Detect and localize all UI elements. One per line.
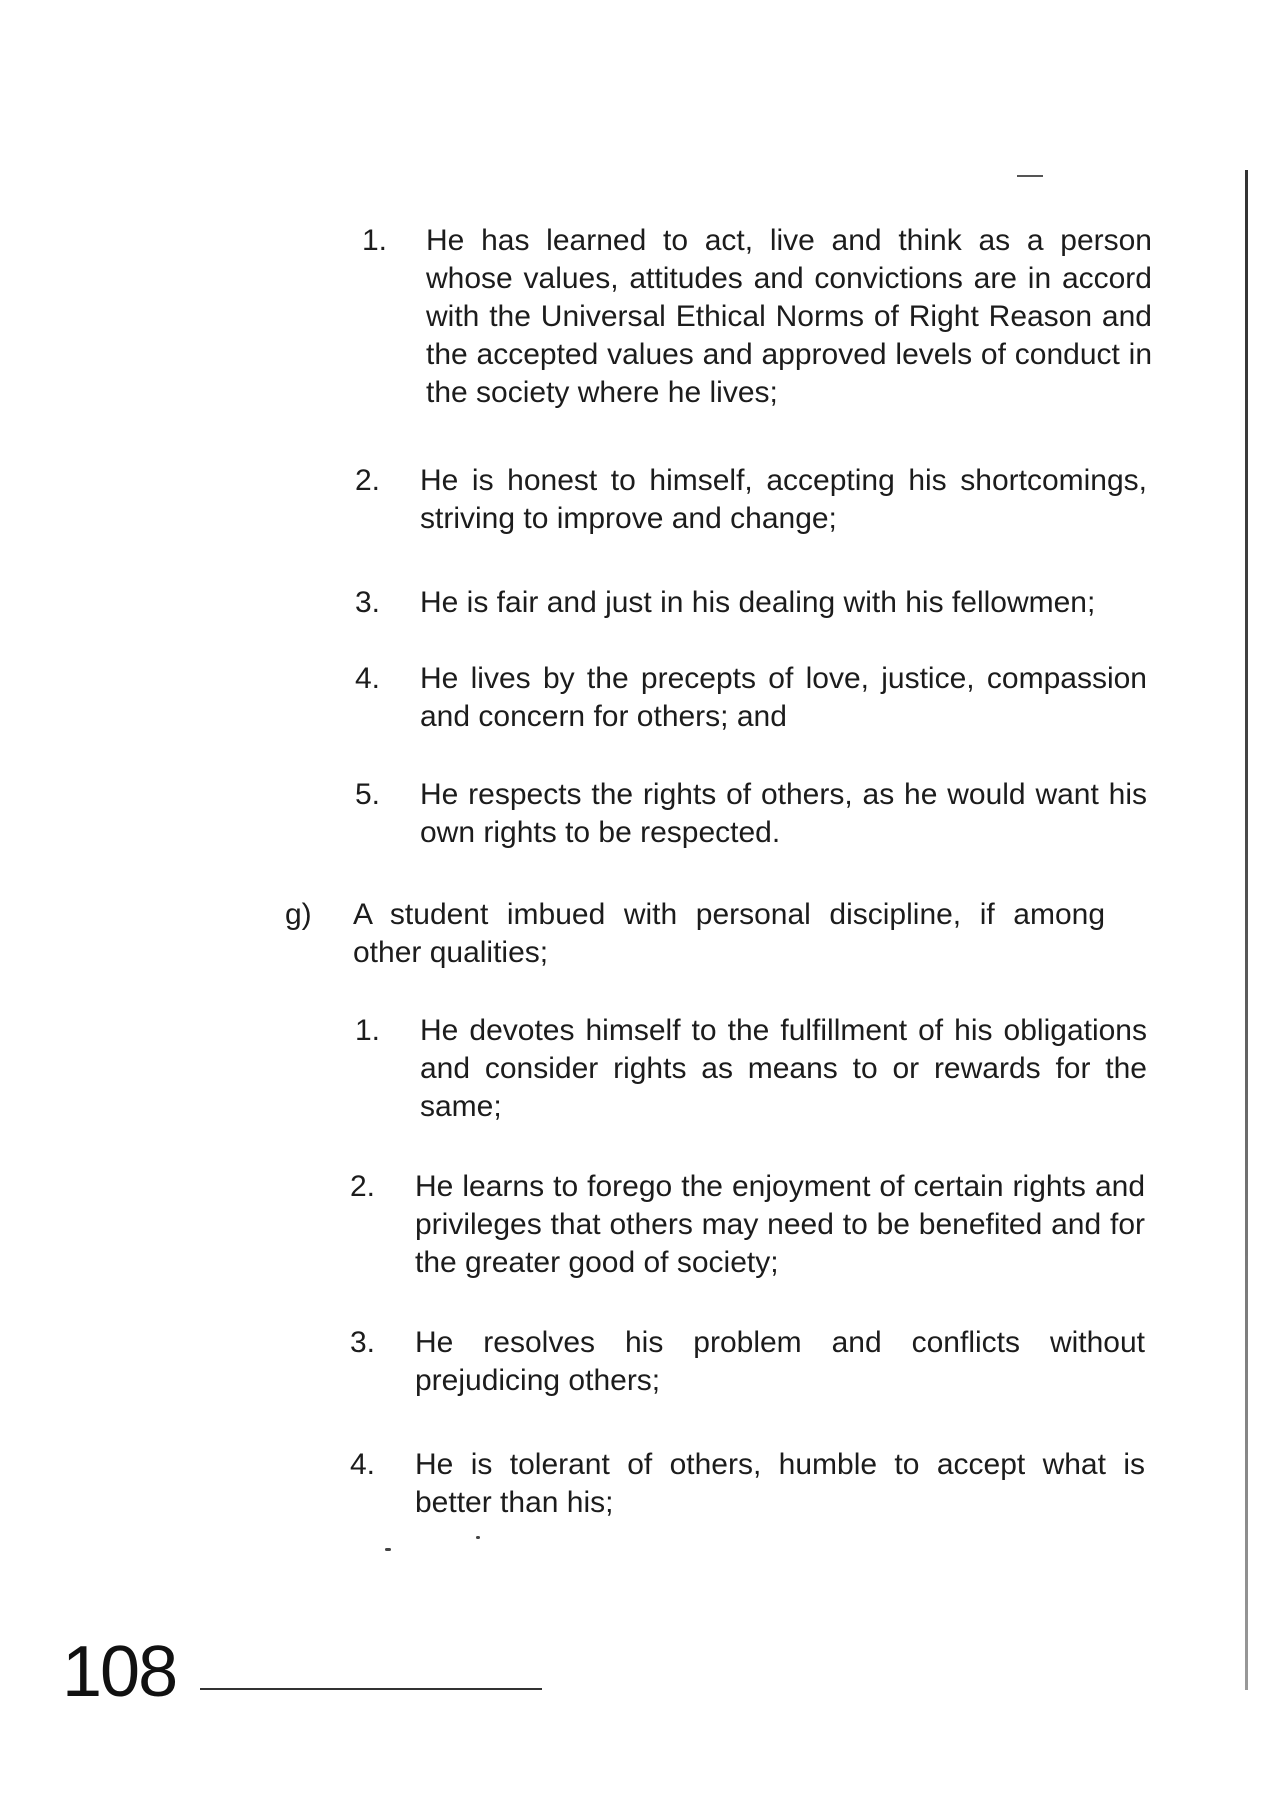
- list-item-text: He has learned to act, live and think as a person whose values, attitudes and convictions are in accord with the Universal Ethical Norms of Right Reason and the accepted values and approved levels of conduct in the society where he lives;: [426, 224, 1152, 409]
- list-item-number: 1.: [355, 1014, 381, 1047]
- list-item-number: 5.: [355, 778, 381, 811]
- section-label: g): [285, 898, 312, 931]
- footer-rule: [200, 1688, 542, 1690]
- scan-mark-dash: [1017, 175, 1043, 177]
- list-item-text: He is honest to himself, accepting his shortcomings, striving to improve and change;: [420, 464, 1147, 535]
- list-item-text: He learns to forego the enjoyment of certain rights and privileges that others may need to be benefited and for the greater good of society;: [415, 1170, 1145, 1279]
- list-item-text: He is fair and just in his dealing with his fellowmen;: [420, 586, 1096, 619]
- list-item: [350, 1446, 1145, 1522]
- scan-speck: [476, 1536, 480, 1539]
- list-item-number: 2.: [350, 1170, 376, 1203]
- list-item: [362, 222, 1152, 412]
- list-item: [350, 1168, 1145, 1282]
- list-item-number: 3.: [350, 1326, 376, 1359]
- list-item-number: 4.: [355, 662, 381, 695]
- list-item: [350, 1324, 1145, 1400]
- list-item-text: He resolves his problem and conflicts without prejudicing others;: [415, 1326, 1145, 1397]
- page-number: 108: [62, 1632, 177, 1712]
- section-text: A student imbued with personal discipline, if among other qualities;: [353, 898, 1105, 969]
- list-item-text: He respects the rights of others, as he would want his own rights to be respected.: [420, 778, 1147, 849]
- list-item: [355, 776, 1147, 852]
- list-item: [355, 584, 1147, 622]
- list-item-text: He devotes himself to the fulfillment of his obligations and consider rights as means to or rewards for the same;: [420, 1014, 1147, 1123]
- list-item: [355, 660, 1147, 736]
- list-item: [355, 1012, 1147, 1126]
- list-item-number: 4.: [350, 1448, 376, 1481]
- scan-speck: [385, 1548, 391, 1551]
- list-item: [355, 462, 1147, 538]
- list-item-number: 2.: [355, 464, 381, 497]
- list-item-text: He is tolerant of others, humble to accept what is better than his;: [415, 1448, 1145, 1519]
- list-item-number: 3.: [355, 586, 381, 619]
- section-g-heading: [285, 896, 1105, 972]
- list-item-text: He lives by the precepts of love, justice, compassion and concern for others; and: [420, 662, 1147, 733]
- list-item-number: 1.: [362, 224, 388, 257]
- page-edge-rule: [1245, 170, 1248, 1690]
